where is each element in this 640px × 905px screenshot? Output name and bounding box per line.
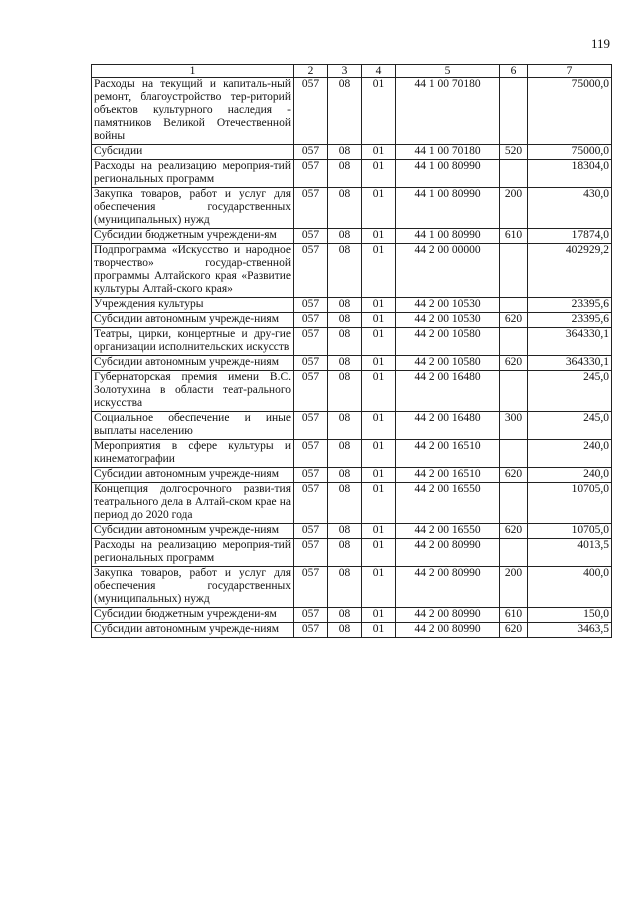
row-expense-type: 620: [500, 623, 528, 638]
row-section-code: 08: [328, 298, 362, 313]
header-col-2: 2: [294, 65, 328, 78]
row-section-code: 08: [328, 468, 362, 483]
row-subsection-code: 01: [362, 608, 396, 623]
row-subsection-code: 01: [362, 298, 396, 313]
row-ministry-code: 057: [294, 244, 328, 298]
row-amount: 23395,6: [528, 313, 612, 328]
row-subsection-code: 01: [362, 188, 396, 229]
row-expense-type: [500, 371, 528, 412]
row-target-code: 44 1 00 80990: [396, 188, 500, 229]
row-target-code: 44 2 00 80990: [396, 623, 500, 638]
row-section-code: 08: [328, 328, 362, 356]
row-name: Социальное обеспечение и иные выплаты населению: [92, 412, 294, 440]
row-name: Закупка товаров, работ и услуг для обеспечения государственных (муниципальных) нужд: [92, 188, 294, 229]
row-name: Мероприятия в сфере культуры и кинематографии: [92, 440, 294, 468]
row-subsection-code: 01: [362, 229, 396, 244]
row-section-code: 08: [328, 440, 362, 468]
row-expense-type: [500, 440, 528, 468]
row-amount: 23395,6: [528, 298, 612, 313]
table-row: [92, 371, 612, 412]
row-ministry-code: 057: [294, 229, 328, 244]
table-row: [92, 229, 612, 244]
row-name: Субсидии автономным учрежде-ниям: [92, 524, 294, 539]
row-ministry-code: 057: [294, 78, 328, 145]
row-amount: 150,0: [528, 608, 612, 623]
row-expense-type: 520: [500, 145, 528, 160]
row-section-code: 08: [328, 145, 362, 160]
row-section-code: 08: [328, 483, 362, 524]
row-ministry-code: 057: [294, 483, 328, 524]
table-row: [92, 483, 612, 524]
table-row: [92, 524, 612, 539]
row-section-code: 08: [328, 623, 362, 638]
header-col-6: 6: [500, 65, 528, 78]
row-expense-type: 620: [500, 524, 528, 539]
table-row: [92, 356, 612, 371]
row-target-code: 44 2 00 10530: [396, 298, 500, 313]
row-section-code: 08: [328, 371, 362, 412]
row-target-code: 44 2 00 80990: [396, 567, 500, 608]
row-name: Субсидии автономным учрежде-ниям: [92, 356, 294, 371]
row-subsection-code: 01: [362, 483, 396, 524]
row-expense-type: [500, 328, 528, 356]
row-subsection-code: 01: [362, 539, 396, 567]
row-amount: 10705,0: [528, 524, 612, 539]
row-subsection-code: 01: [362, 371, 396, 412]
row-name: Субсидии автономным учрежде-ниям: [92, 468, 294, 483]
row-expense-type: 620: [500, 356, 528, 371]
row-ministry-code: 057: [294, 524, 328, 539]
row-subsection-code: 01: [362, 623, 396, 638]
row-expense-type: 300: [500, 412, 528, 440]
row-name: Закупка товаров, работ и услуг для обеспечения государственных (муниципальных) нужд: [92, 567, 294, 608]
row-amount: 75000,0: [528, 78, 612, 145]
row-name: Субсидии бюджетным учреждени-ям: [92, 608, 294, 623]
row-expense-type: 200: [500, 567, 528, 608]
row-name: Расходы на реализацию мероприя-тий региональных программ: [92, 160, 294, 188]
row-target-code: 44 2 00 16550: [396, 524, 500, 539]
row-target-code: 44 2 00 16480: [396, 412, 500, 440]
row-expense-type: 200: [500, 188, 528, 229]
table-row: [92, 567, 612, 608]
row-section-code: 08: [328, 78, 362, 145]
row-amount: 245,0: [528, 371, 612, 412]
row-ministry-code: 057: [294, 371, 328, 412]
row-expense-type: 610: [500, 608, 528, 623]
table-row: [92, 468, 612, 483]
row-target-code: 44 2 00 16510: [396, 468, 500, 483]
row-target-code: 44 2 00 80990: [396, 539, 500, 567]
table-row: [92, 539, 612, 567]
table-row: [92, 608, 612, 623]
row-section-code: 08: [328, 244, 362, 298]
row-amount: 364330,1: [528, 328, 612, 356]
row-ministry-code: 057: [294, 298, 328, 313]
row-section-code: 08: [328, 524, 362, 539]
row-name: Субсидии автономным учрежде-ниям: [92, 623, 294, 638]
row-section-code: 08: [328, 567, 362, 608]
row-expense-type: 610: [500, 229, 528, 244]
row-target-code: 44 1 00 80990: [396, 229, 500, 244]
row-expense-type: [500, 298, 528, 313]
row-section-code: 08: [328, 160, 362, 188]
row-amount: 3463,5: [528, 623, 612, 638]
row-name: Субсидии автономным учрежде-ниям: [92, 313, 294, 328]
row-subsection-code: 01: [362, 313, 396, 328]
budget-table: [91, 64, 612, 638]
row-ministry-code: 057: [294, 412, 328, 440]
row-name: Учреждения культуры: [92, 298, 294, 313]
table-row: [92, 623, 612, 638]
row-ministry-code: 057: [294, 145, 328, 160]
row-target-code: 44 1 00 70180: [396, 78, 500, 145]
row-subsection-code: 01: [362, 440, 396, 468]
row-name: Субсидии бюджетным учреждени-ям: [92, 229, 294, 244]
row-expense-type: [500, 244, 528, 298]
row-expense-type: [500, 539, 528, 567]
row-ministry-code: 057: [294, 567, 328, 608]
table-row: [92, 412, 612, 440]
table-row: [92, 328, 612, 356]
row-section-code: 08: [328, 539, 362, 567]
header-col-1: 1: [92, 65, 294, 78]
row-subsection-code: 01: [362, 412, 396, 440]
row-ministry-code: 057: [294, 539, 328, 567]
row-target-code: 44 2 00 10530: [396, 313, 500, 328]
row-target-code: 44 2 00 16480: [396, 371, 500, 412]
table-row: [92, 313, 612, 328]
row-target-code: 44 1 00 80990: [396, 160, 500, 188]
row-amount: 402929,2: [528, 244, 612, 298]
row-name: Концепция долгосрочного разви-тия театрального дела в Алтай-ском крае на период до 2020 года: [92, 483, 294, 524]
row-amount: 10705,0: [528, 483, 612, 524]
header-col-3: 3: [328, 65, 362, 78]
row-target-code: 44 2 00 10580: [396, 328, 500, 356]
row-amount: 17874,0: [528, 229, 612, 244]
row-section-code: 08: [328, 313, 362, 328]
row-amount: 400,0: [528, 567, 612, 608]
row-ministry-code: 057: [294, 328, 328, 356]
table-row: [92, 298, 612, 313]
row-subsection-code: 01: [362, 328, 396, 356]
row-expense-type: [500, 483, 528, 524]
row-target-code: 44 2 00 80990: [396, 608, 500, 623]
row-target-code: 44 2 00 10580: [396, 356, 500, 371]
row-subsection-code: 01: [362, 356, 396, 371]
row-amount: 430,0: [528, 188, 612, 229]
row-name: Губернаторская премия имени В.С. Золотухина в области теат-рального искусства: [92, 371, 294, 412]
row-subsection-code: 01: [362, 78, 396, 145]
row-target-code: 44 2 00 16550: [396, 483, 500, 524]
row-section-code: 08: [328, 608, 362, 623]
row-amount: 240,0: [528, 468, 612, 483]
table-row: [92, 160, 612, 188]
row-amount: 75000,0: [528, 145, 612, 160]
header-col-4: 4: [362, 65, 396, 78]
row-name: Подпрограмма «Искусство и народное творчество» государ-ственной программы Алтайского края «Развитие культуры Алтай-ского края»: [92, 244, 294, 298]
header-col-7: 7: [528, 65, 612, 78]
row-amount: 364330,1: [528, 356, 612, 371]
row-subsection-code: 01: [362, 160, 396, 188]
row-amount: 18304,0: [528, 160, 612, 188]
row-ministry-code: 057: [294, 160, 328, 188]
row-ministry-code: 057: [294, 468, 328, 483]
table-row: [92, 188, 612, 229]
row-name: Расходы на текущий и капиталь-ный ремонт, благоустройство тер-риторий объектов культурного наследия - памятников Великой Отечественной войны: [92, 78, 294, 145]
row-subsection-code: 01: [362, 145, 396, 160]
row-section-code: 08: [328, 412, 362, 440]
table-row: [92, 78, 612, 145]
row-name: Субсидии: [92, 145, 294, 160]
row-subsection-code: 01: [362, 244, 396, 298]
row-amount: 245,0: [528, 412, 612, 440]
row-expense-type: [500, 160, 528, 188]
page-number: 119: [590, 36, 610, 51]
row-section-code: 08: [328, 229, 362, 244]
row-ministry-code: 057: [294, 623, 328, 638]
row-target-code: 44 1 00 70180: [396, 145, 500, 160]
table-row: [92, 244, 612, 298]
row-name: Театры, цирки, концертные и дру-гие организации исполнительских искусств: [92, 328, 294, 356]
row-ministry-code: 057: [294, 313, 328, 328]
row-ministry-code: 057: [294, 608, 328, 623]
row-ministry-code: 057: [294, 440, 328, 468]
row-ministry-code: 057: [294, 356, 328, 371]
row-section-code: 08: [328, 356, 362, 371]
row-section-code: 08: [328, 188, 362, 229]
row-expense-type: [500, 78, 528, 145]
row-target-code: 44 2 00 00000: [396, 244, 500, 298]
row-amount: 240,0: [528, 440, 612, 468]
table-row: [92, 145, 612, 160]
header-row: [92, 65, 612, 78]
row-target-code: 44 2 00 16510: [396, 440, 500, 468]
header-col-5: 5: [396, 65, 500, 78]
table-row: [92, 440, 612, 468]
row-ministry-code: 057: [294, 188, 328, 229]
row-expense-type: 620: [500, 468, 528, 483]
row-subsection-code: 01: [362, 567, 396, 608]
row-subsection-code: 01: [362, 524, 396, 539]
row-subsection-code: 01: [362, 468, 396, 483]
row-amount: 4013,5: [528, 539, 612, 567]
row-name: Расходы на реализацию мероприя-тий региональных программ: [92, 539, 294, 567]
row-expense-type: 620: [500, 313, 528, 328]
